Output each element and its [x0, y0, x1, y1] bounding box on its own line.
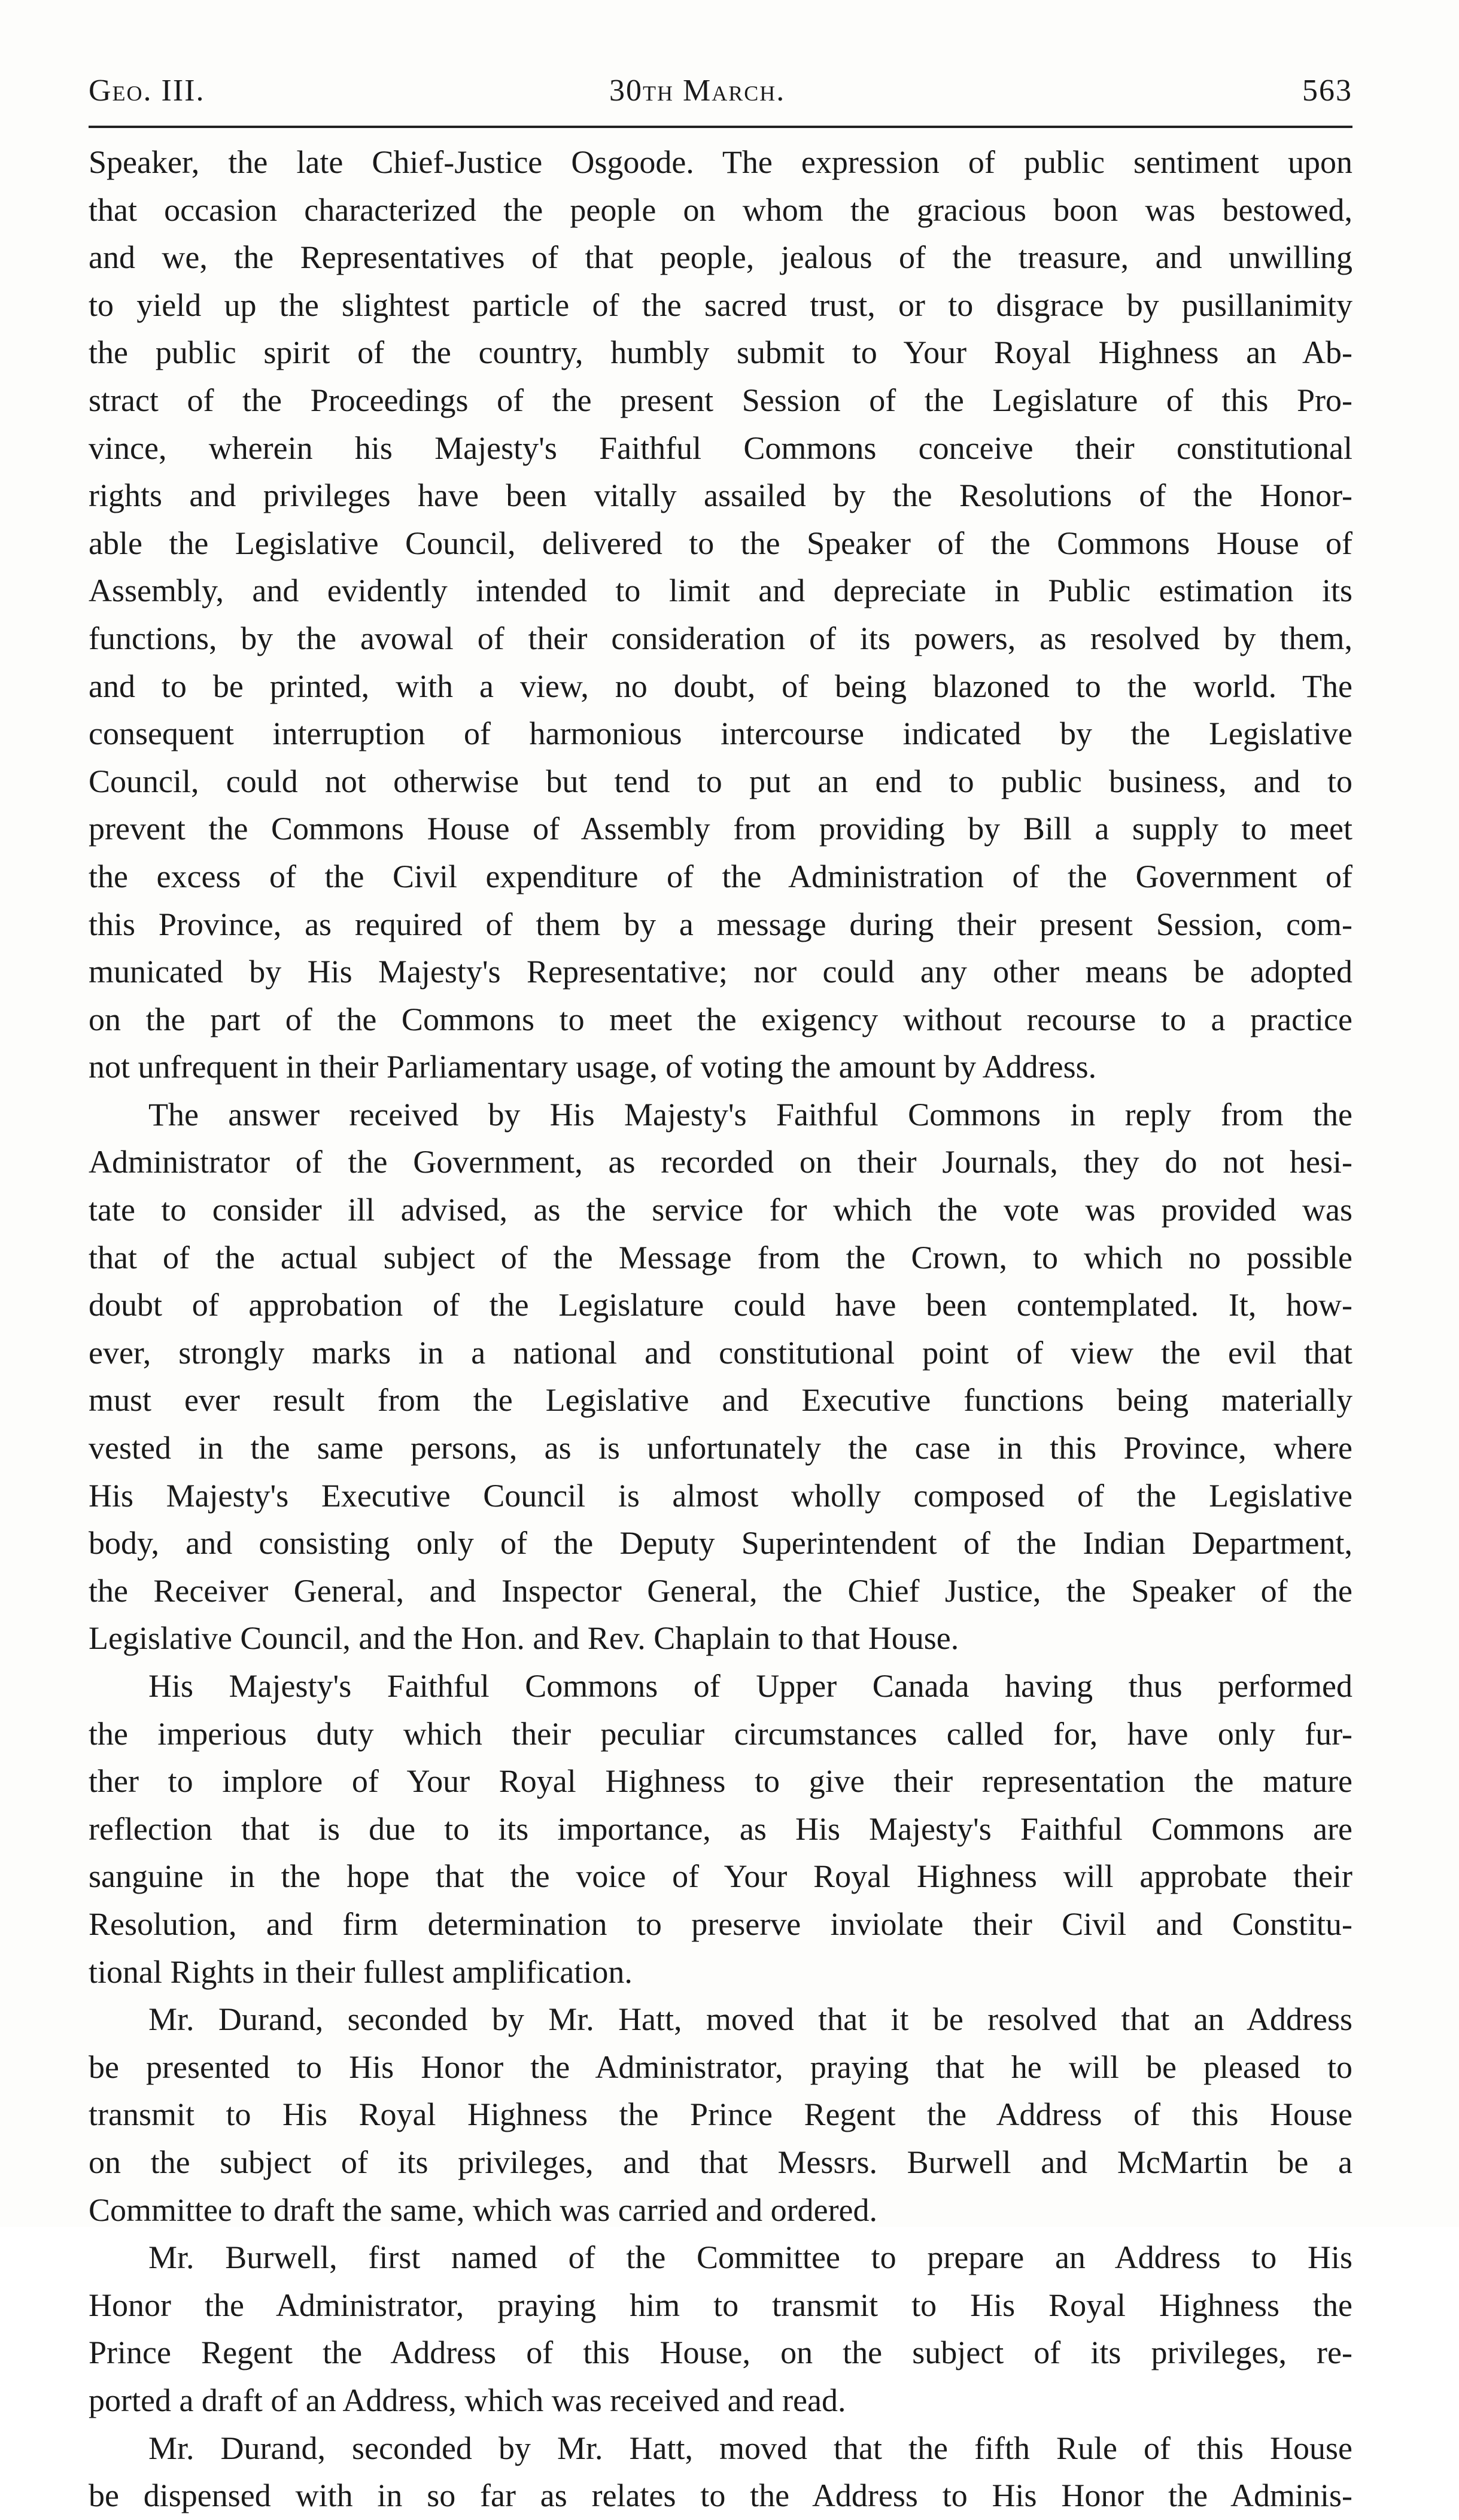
text-line: the public spirit of the country, humbly submit to Your Royal Highness an Ab-: [89, 334, 1352, 371]
header-rule: [89, 126, 1352, 128]
text-line: ported a draft of an Address, which was received and read.: [89, 2382, 846, 2418]
text-line: Legislative Council, and the Hon. and Rev. Chaplain to that House.: [89, 1620, 959, 1657]
text-line: ever, strongly marks in a national and constitutional point of view the evil that: [89, 1334, 1352, 1371]
text-line: sanguine in the hope that the voice of Your Royal Highness will approbate their: [89, 1858, 1352, 1895]
text-line: The answer received by His Majesty's Faithful Commons in reply from the: [148, 1096, 1352, 1133]
text-line: and we, the Representatives of that people, jealous of the treasure, and unwilling: [89, 239, 1352, 276]
text-line: Mr. Durand, seconded by Mr. Hatt, moved that the fifth Rule of this House: [148, 2430, 1352, 2466]
text-line: rights and privileges have been vitally assailed by the Resolutions of the Honor-: [89, 477, 1352, 514]
header-date: 30th March.: [609, 74, 786, 108]
text-line: the excess of the Civil expenditure of the Administration of the Government of: [89, 858, 1352, 894]
text-line: His Majesty's Executive Council is almost wholly composed of the Legislative: [89, 1477, 1352, 1514]
text-line: consequent interruption of harmonious intercourse indicated by the Legislative: [89, 716, 1352, 752]
text-line: not unfrequent in their Parliamentary usage, of voting the amount by Address.: [89, 1049, 1097, 1085]
text-line: stract of the Proceedings of the present Session of the Legislature of this Pro-: [89, 382, 1352, 418]
text-line: Honor the Administrator, praying him to transmit to His Royal Highness the: [89, 2287, 1352, 2323]
text-line: Administrator of the Government, as recorded on their Journals, they do not hesi-: [89, 1144, 1352, 1180]
text-line: to yield up the slightest particle of the sacred trust, or to disgrace by pusillanimity: [89, 287, 1352, 323]
text-line: transmit to His Royal Highness the Prince Regent the Address of this House: [89, 2096, 1352, 2133]
text-line: reflection that is due to its importance, as His Majesty's Faithful Commons are: [89, 1810, 1352, 1847]
text-line: must ever result from the Legislative and Executive functions being materially: [89, 1382, 1352, 1419]
running-header: [89, 67, 1352, 115]
text-line: municated by His Majesty's Representative; nor could any other means be adopted: [89, 954, 1352, 990]
text-line: Resolution, and firm determination to preserve inviolate their Civil and Constitu-: [89, 1906, 1352, 1942]
text-line: His Majesty's Faithful Commons of Upper Canada having thus performed: [148, 1668, 1352, 1704]
text-line: Speaker, the late Chief-Justice Osgoode. The expression of public sentiment upon: [89, 144, 1352, 180]
text-line: be presented to His Honor the Administrator, praying that he will be pleased to: [89, 2049, 1352, 2085]
header-reign: Geo. III.: [89, 74, 205, 108]
text-line: Mr. Burwell, first named of the Committee to prepare an Address to His: [148, 2239, 1352, 2276]
text-line: Council, could not otherwise but tend to put an end to public business, and to: [89, 763, 1352, 799]
text-line: Committee to draft the same, which was carried and ordered.: [89, 2192, 878, 2228]
text-line: body, and consisting only of the Deputy Superintendent of the Indian Department,: [89, 1525, 1352, 1562]
text-line: on the part of the Commons to meet the exigency without recourse to a practice: [89, 1001, 1352, 1037]
text-line: doubt of approbation of the Legislature could have been contemplated. It, how-: [89, 1287, 1352, 1323]
text-line: Assembly, and evidently intended to limit and depreciate in Public estimation its: [89, 573, 1352, 609]
text-line: tate to consider ill advised, as the service for which the vote was provided was: [89, 1192, 1352, 1228]
text-line: vince, wherein his Majesty's Faithful Commons conceive their constitutional: [89, 430, 1352, 466]
text-line: Mr. Durand, seconded by Mr. Hatt, moved that it be resolved that an Address: [148, 2001, 1352, 2038]
page-number: 563: [1302, 74, 1352, 108]
text-line: tional Rights in their fullest amplification.: [89, 1953, 633, 1990]
text-line: the imperious duty which their peculiar circumstances called for, have only fur-: [89, 1715, 1352, 1752]
text-line: this Province, as required of them by a message during their present Session, com-: [89, 906, 1352, 942]
text-line: and to be printed, with a view, no doubt, of being blazoned to the world. The: [89, 668, 1352, 704]
text-line: on the subject of its privileges, and that Messrs. Burwell and McMartin be a: [89, 2144, 1352, 2180]
body-text: [89, 139, 1352, 2514]
text-line: that occasion characterized the people on whom the gracious boon was bestowed,: [89, 191, 1352, 228]
text-line: vested in the same persons, as is unfortunately the case in this Province, where: [89, 1430, 1352, 1466]
text-line: be dispensed with in so far as relates to the Address to His Honor the Adminis-: [89, 2478, 1352, 2514]
text-line: ther to implore of Your Royal Highness to give their representation the mature: [89, 1763, 1352, 1800]
text-line: prevent the Commons House of Assembly from providing by Bill a supply to meet: [89, 811, 1352, 847]
text-line: able the Legislative Council, delivered to the Speaker of the Commons House of: [89, 525, 1352, 561]
text-line: functions, by the avowal of their consideration of its powers, as resolved by them,: [89, 620, 1352, 656]
text-line: the Receiver General, and Inspector General, the Chief Justice, the Speaker of the: [89, 1572, 1352, 1609]
text-line: that of the actual subject of the Message from the Crown, to which no possible: [89, 1239, 1352, 1276]
text-line: Prince Regent the Address of this House, on the subject of its privileges, re-: [89, 2335, 1352, 2371]
